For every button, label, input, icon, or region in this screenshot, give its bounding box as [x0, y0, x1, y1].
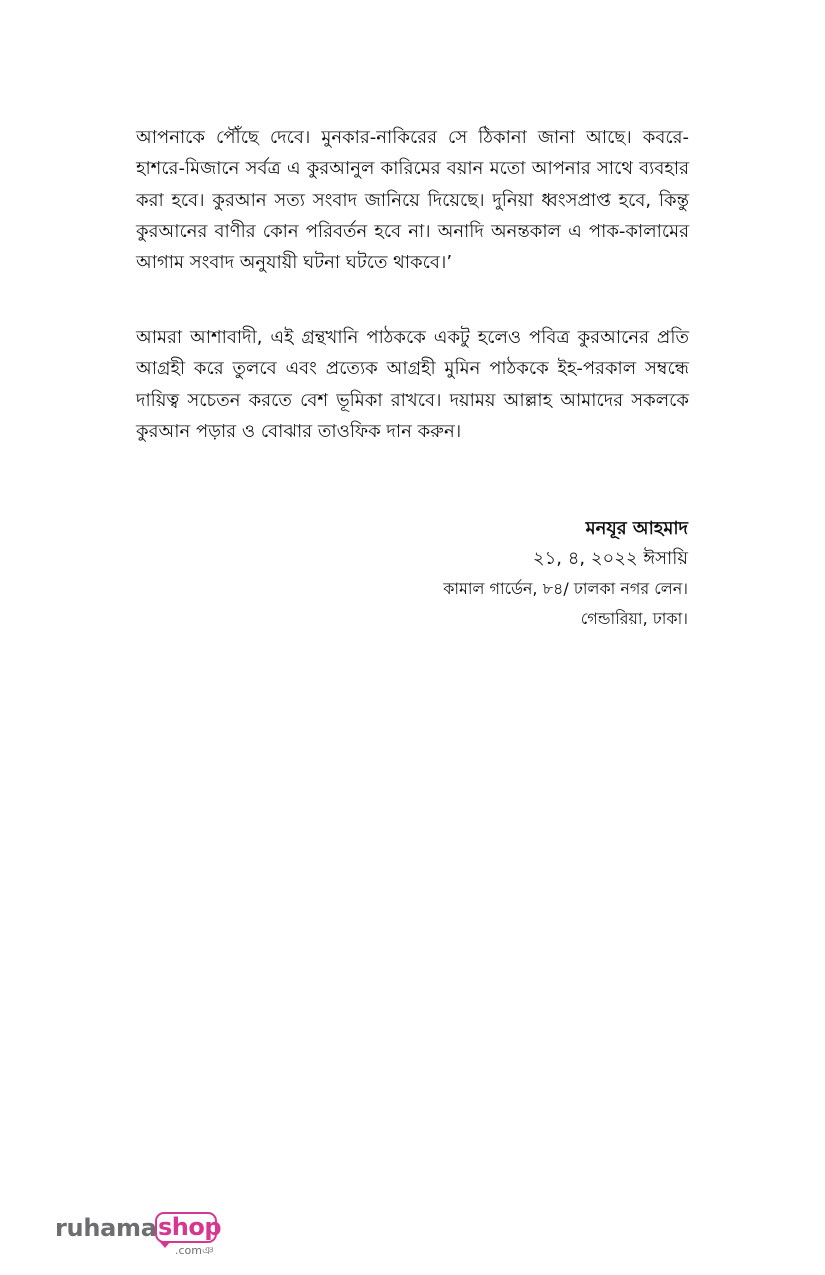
address-line-2: গেন্ডারিয়া, ঢাকা। — [580, 609, 688, 628]
body-paragraph-2: আমরা আশাবাদী, এই গ্রন্থখানি পাঠককে একটু হলেও পবিত্র কুরআনের প্রতি আগ্রহী করে তুলবে এবং প্রত্যেক আগ্রহী মুমিন পাঠককে ইহ-পরকাল সম্বন্ধে দায়িত্ব সচেতন করতে বেশ ভূমিকা রাখবে। দয়াময় আল্লাহ আমাদের সকলকে কুরআন পড়ার ও বোঝার তাওফিক দান করুন। — [136, 327, 689, 442]
body-paragraph-1: আপনাকে পৌঁছে দেবে। মুনকার-নাকিরের সে ঠিকানা জানা আছে। কবরে-হাশরে-মিজানে সর্বত্র এ কুরআনুল কারিমের বয়ান মতো আপনার সাথে ব্যবহার করা হবে। কুরআন সত্য সংবাদ জানিয়ে দিয়েছে। দুনিয়া ধ্বংসপ্রাপ্ত হবে, কিন্তু কুরআনের বাণীর কোন পরিবর্তন হবে না। অনাদি অনন্তকাল এ পাক-কালামের আগাম সংবাদ অনুযায়ী ঘটনা ঘটতে থাকবে।’ — [136, 127, 689, 274]
logo-bubble-tail — [159, 1241, 171, 1248]
logo-text-domain: .comঞ — [175, 1244, 214, 1257]
address-line-1: কামাল গার্ডেন, ৮৪/ ঢালকা নগর লেন। — [443, 579, 688, 598]
author-name: মনযূর আহমাদ — [585, 518, 688, 539]
signature-date: ২১, ৪, ২০২২ ঈসায়ি — [532, 548, 688, 569]
logo-text-shop: shop — [158, 1213, 222, 1241]
ruhamashop-logo — [55, 1212, 225, 1260]
logo-text-ruhama: ruhama — [55, 1214, 157, 1242]
signature-block — [443, 514, 688, 634]
